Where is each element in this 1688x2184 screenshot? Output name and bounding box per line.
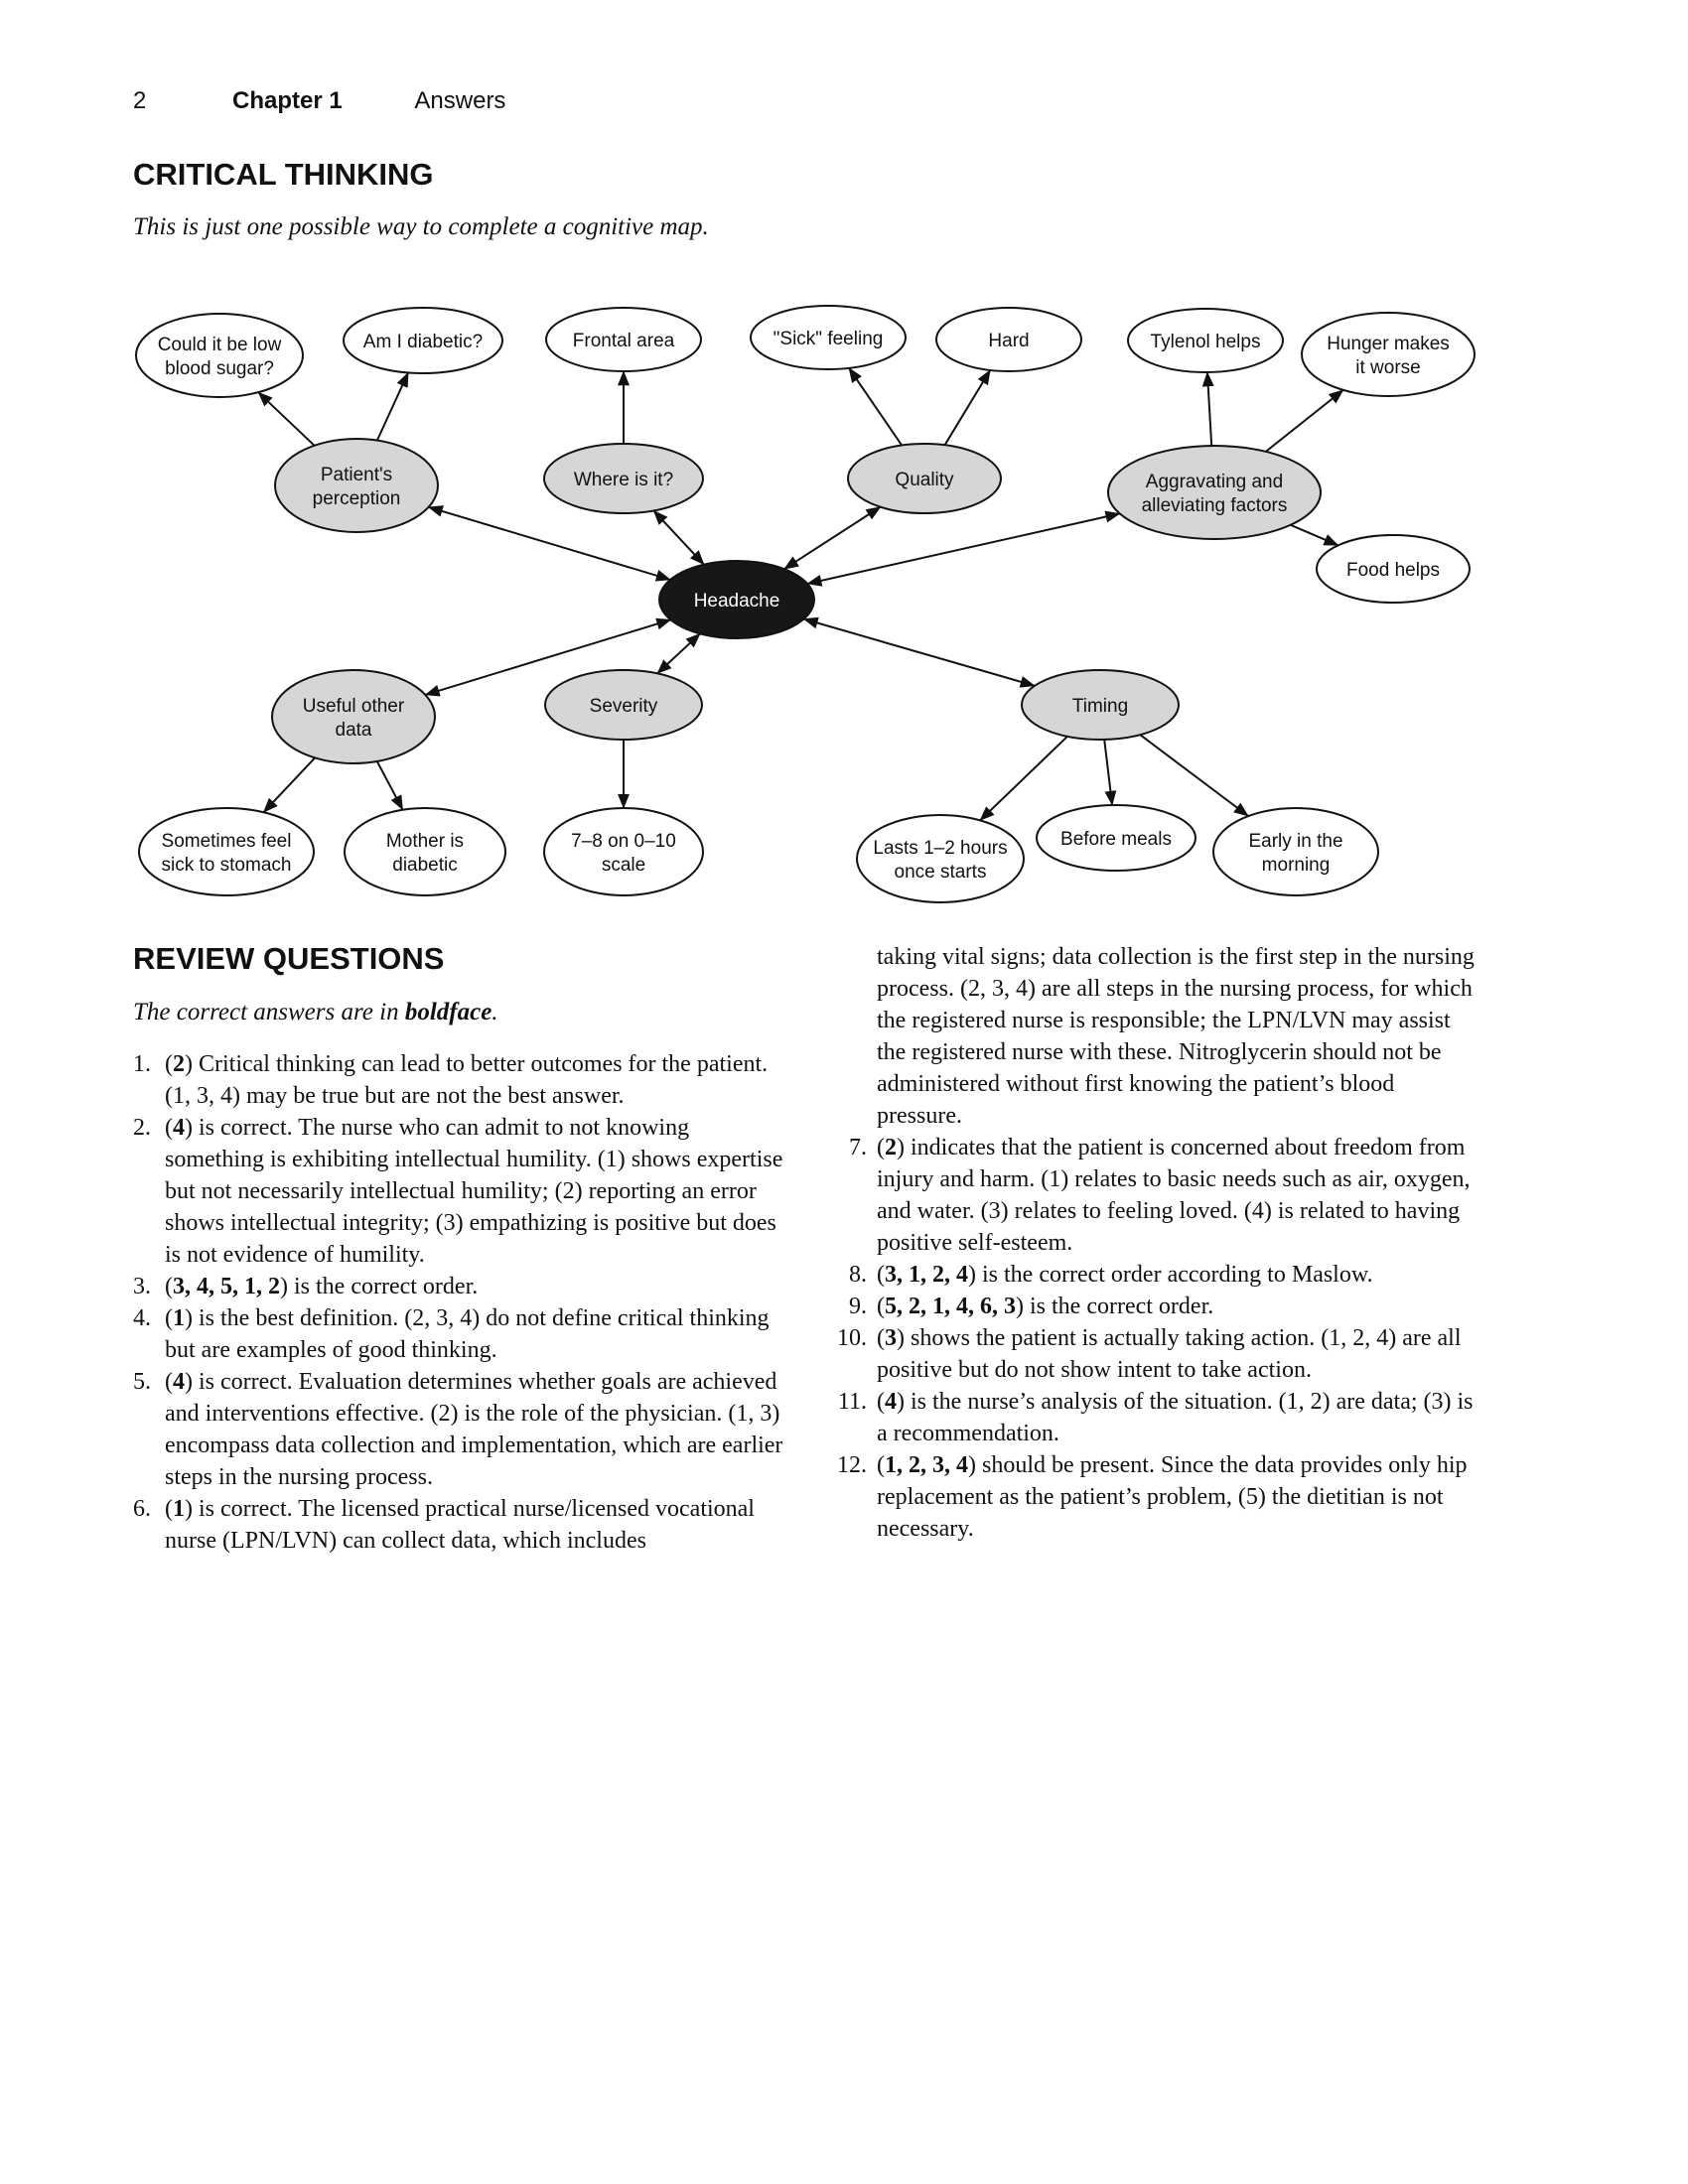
node-headache [659, 561, 814, 638]
answer-text: taking vital signs; data collection is the first step in the nursing process. (2, 3, 4) are all steps in the nursing process, for which the registered nurse is responsible; the LPN/LVN may assist the registered nurse with these. Nitroglycerin should not be administered without first knowing the patient’s blood pressure. [877, 944, 1475, 1129]
answer-text: ) is the correct order according to Maslow. [968, 1262, 1373, 1288]
node-lasts-hours [857, 815, 1024, 902]
answer-text: ( [165, 1496, 173, 1522]
page-number: 2 [133, 87, 147, 114]
answer-bold: 3, 1, 2, 4 [885, 1262, 968, 1288]
where-is-it-label: Where is it? [573, 470, 674, 490]
section-label: Answers [414, 87, 506, 114]
review-item-11 [833, 1386, 1483, 1449]
answer-bold: 4 [173, 1115, 185, 1141]
node-hunger-worse [1302, 313, 1475, 396]
answer-text: ) indicates that the patient is concerned about freedom from injury and harm. (1) relates to basic needs such as air, oxygen, and water. (3) relates to feeling loved. (4) is related to having positive self-esteem. [877, 1135, 1471, 1256]
answer-text: The correct answers are in [133, 999, 405, 1025]
mother-diabetic-label: Mother is diabetic [385, 831, 465, 876]
edge-patients-perception-to-low-blood-sugar [258, 392, 315, 446]
node-before-meals [1037, 805, 1196, 871]
node-frontal-area [546, 308, 701, 371]
answer-text: ( [165, 1115, 173, 1141]
low-blood-sugar-label: Could it be low blood sugar? [157, 335, 282, 379]
hunger-worse-ellipse [1302, 313, 1475, 396]
answer-bold: 1 [173, 1496, 185, 1522]
item-number: 11. [837, 1389, 867, 1415]
item-number: 8. [849, 1262, 867, 1288]
review-item-6 [133, 1493, 794, 1557]
item-6-continuation [877, 941, 1483, 1132]
early-morning-ellipse [1213, 808, 1378, 895]
item-number: 1. [133, 1051, 151, 1077]
review-item-8 [833, 1259, 1483, 1291]
answer-text: ( [877, 1389, 885, 1415]
item-number: 2. [133, 1115, 151, 1141]
edge-timing-to-lasts-hours [980, 737, 1067, 821]
pain-scale-ellipse [544, 808, 703, 895]
edge-aggravating-alleviating-to-tylenol-helps [1207, 372, 1211, 446]
item-number: 9. [849, 1294, 867, 1319]
lasts-hours-ellipse [857, 815, 1024, 902]
pain-scale-label: 7–8 on 0–10 scale [571, 831, 676, 876]
answer-text: ) is the nurse’s analysis of the situation. (1, 2) are data; (3) is a recommendation. [877, 1389, 1474, 1446]
answer-bold: boldface [404, 999, 492, 1025]
hunger-worse-label: Hunger makes it worse [1327, 334, 1450, 378]
node-early-morning [1213, 808, 1378, 895]
answer-bold: 2 [173, 1051, 185, 1077]
node-hard [936, 308, 1081, 371]
edge-headache-to-timing [804, 619, 1035, 686]
review-item-5 [133, 1366, 794, 1493]
lasts-hours-label: Lasts 1–2 hours once starts [873, 838, 1008, 883]
node-sick-feeling [751, 306, 906, 369]
answer-text: ( [877, 1262, 885, 1288]
aggravating-alleviating-label: Aggravating and alleviating factors [1141, 472, 1288, 516]
node-severity [545, 670, 702, 740]
node-useful-other-data [272, 670, 435, 763]
review-intro [133, 999, 794, 1026]
review-questions-heading: REVIEW QUESTIONS [133, 941, 445, 976]
answer-text: ) is the best definition. (2, 3, 4) do not define critical thinking but are examples of good thinking. [165, 1305, 770, 1363]
answer-text: ) shows the patient is actually taking action. (1, 2, 4) are all positive but do not show intent to take action. [877, 1325, 1462, 1383]
sometimes-sick-ellipse [139, 808, 314, 895]
review-item-12 [833, 1449, 1483, 1545]
answer-text: ( [877, 1452, 885, 1478]
edge-headache-to-quality [784, 507, 881, 570]
answer-text: ) is correct. Evaluation determines whether goals are achieved and interventions effective. (2) is the role of the physician. (1, 3) encompass data collection and implementation, which are earlier steps in the nursing process. [165, 1369, 783, 1490]
page-header [133, 87, 505, 115]
answer-bold: 1, 2, 3, 4 [885, 1452, 968, 1478]
answer-text: ) is correct. The nurse who can admit to not knowing something is exhibiting intellectual humility. (1) shows expertise but not necessarily intellectual humility; (2) reporting an error shows intellectual integrity; (3) empathizing is positive but does is not evidence of humility. [165, 1115, 783, 1268]
patients-perception-ellipse [275, 439, 438, 532]
answer-text: ( [165, 1369, 173, 1395]
answer-text: ) is the correct order. [280, 1274, 479, 1299]
answer-bold: 2 [885, 1135, 897, 1160]
answer-text: ( [877, 1325, 885, 1351]
chapter-label: Chapter 1 [232, 87, 343, 114]
node-am-i-diabetic [344, 308, 502, 373]
answer-bold: 4 [173, 1369, 185, 1395]
item-number: 10. [837, 1325, 867, 1351]
answer-bold: 4 [885, 1389, 897, 1415]
review-left-column [133, 941, 794, 1557]
edge-headache-to-patients-perception [429, 507, 670, 580]
cognitive-map-intro: This is just one possible way to complete a cognitive map. [133, 213, 709, 240]
low-blood-sugar-ellipse [136, 314, 303, 397]
food-helps-label: Food helps [1345, 560, 1441, 581]
edge-headache-to-severity [657, 633, 700, 673]
item-number: 4. [133, 1305, 151, 1331]
sometimes-sick-label: Sometimes feel sick to stomach [161, 831, 292, 876]
cognitive-map-diagram [0, 298, 1688, 918]
node-food-helps [1317, 535, 1470, 603]
review-list-left [133, 1048, 794, 1557]
useful-other-data-label: Useful other data [302, 696, 405, 741]
item-number: 6. [133, 1496, 151, 1522]
review-list-right [833, 1132, 1483, 1545]
answer-text: ( [877, 1135, 885, 1160]
timing-label: Timing [1071, 696, 1129, 717]
answer-text: ) Critical thinking can lead to better outcomes for the patient. (1, 3, 4) may be true but are not the best answer. [165, 1051, 769, 1109]
node-low-blood-sugar [136, 314, 303, 397]
edge-useful-other-data-to-sometimes-sick [264, 757, 316, 812]
edge-useful-other-data-to-mother-diabetic [377, 761, 403, 810]
answer-bold: 3 [885, 1325, 897, 1351]
answer-bold: 3, 4, 5, 1, 2 [173, 1274, 280, 1299]
answer-bold: 5, 2, 1, 4, 6, 3 [885, 1294, 1016, 1319]
aggravating-alleviating-ellipse [1108, 446, 1321, 539]
review-item-2 [133, 1112, 794, 1271]
edge-patients-perception-to-am-i-diabetic [377, 372, 408, 440]
node-timing [1022, 670, 1179, 740]
review-item-4 [133, 1302, 794, 1366]
answer-text: ( [877, 1294, 885, 1319]
critical-thinking-heading: CRITICAL THINKING [133, 157, 434, 192]
node-where-is-it [544, 444, 703, 513]
edge-quality-to-hard [945, 370, 991, 445]
useful-other-data-ellipse [272, 670, 435, 763]
review-item-9 [833, 1291, 1483, 1322]
am-i-diabetic-label: Am I diabetic? [362, 332, 484, 352]
answer-bold: 1 [173, 1305, 185, 1331]
item-number: 7. [849, 1135, 867, 1160]
frontal-area-label: Frontal area [572, 331, 675, 351]
node-quality [848, 444, 1001, 513]
hard-label: Hard [988, 331, 1030, 351]
answer-text: ( [165, 1305, 173, 1331]
edge-aggravating-alleviating-to-food-helps [1291, 525, 1338, 546]
edge-quality-to-sick-feeling [849, 368, 902, 446]
edge-headache-to-where-is-it [653, 510, 704, 564]
sick-feeling-label: "Sick" feeling [773, 329, 884, 349]
node-patients-perception [275, 439, 438, 532]
answer-text: ( [165, 1274, 173, 1299]
before-meals-label: Before meals [1060, 829, 1172, 850]
answer-text: ) is correct. The licensed practical nurse/licensed vocational nurse (LPN/LVN) can collect data, which includes [165, 1496, 755, 1554]
node-mother-diabetic [345, 808, 505, 895]
review-right-column [833, 941, 1483, 1545]
review-item-7 [833, 1132, 1483, 1259]
node-tylenol-helps [1128, 309, 1283, 372]
node-aggravating-alleviating [1108, 446, 1321, 539]
headache-label: Headache [693, 591, 780, 612]
review-item-3 [133, 1271, 794, 1302]
edge-timing-to-before-meals [1104, 740, 1112, 805]
tylenol-helps-label: Tylenol helps [1150, 332, 1261, 352]
item-number: 12. [837, 1452, 867, 1478]
early-morning-label: Early in the morning [1248, 831, 1343, 876]
review-item-10 [833, 1322, 1483, 1386]
patients-perception-label: Patient's perception [312, 465, 401, 509]
quality-label: Quality [895, 470, 954, 490]
item-number: 3. [133, 1274, 151, 1299]
answer-text: . [492, 999, 498, 1025]
node-sometimes-sick [139, 808, 314, 895]
severity-label: Severity [589, 696, 658, 717]
node-pain-scale [544, 808, 703, 895]
answer-text: ) is the correct order. [1016, 1294, 1214, 1319]
edge-aggravating-alleviating-to-hunger-worse [1266, 390, 1343, 452]
review-item-1 [133, 1048, 794, 1112]
item-number: 5. [133, 1369, 151, 1395]
mother-diabetic-ellipse [345, 808, 505, 895]
edge-timing-to-early-morning [1140, 735, 1248, 816]
answer-text: ) should be present. Since the data provides only hip replacement as the patient’s problem, (5) the dietitian is not necessary. [877, 1452, 1468, 1542]
answer-text: ( [165, 1051, 173, 1077]
